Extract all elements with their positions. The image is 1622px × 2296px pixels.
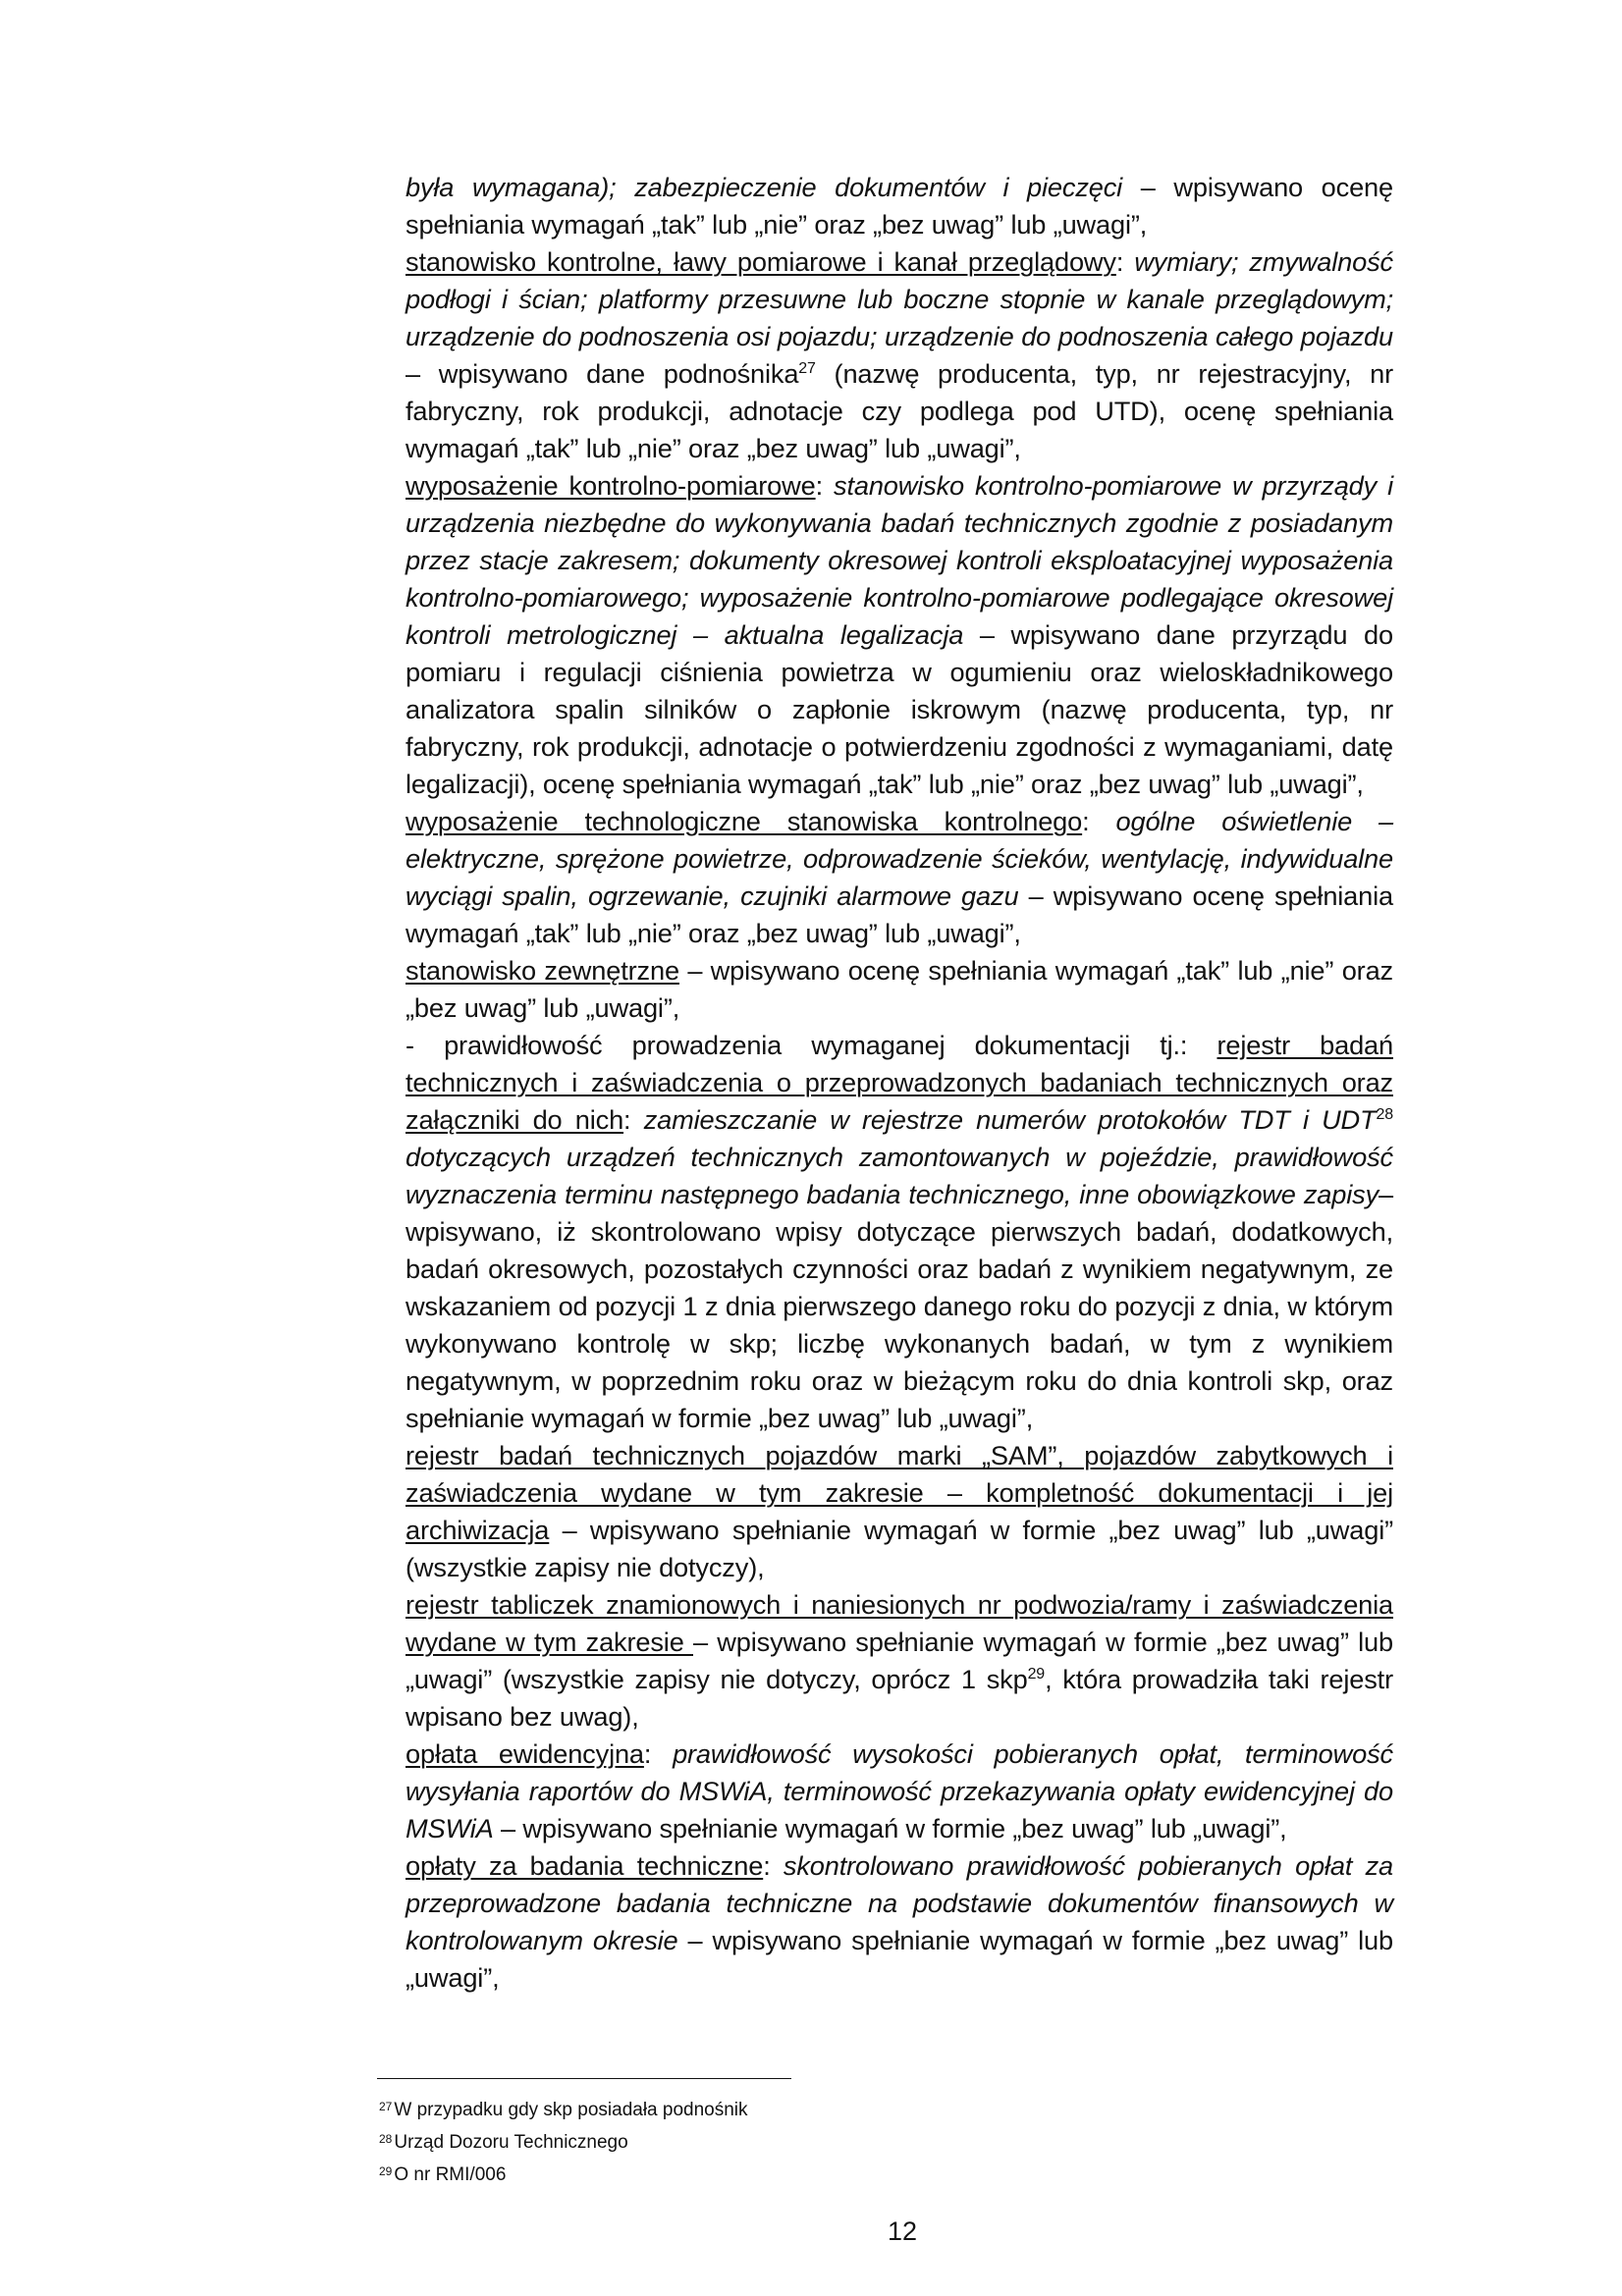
footnote-number: 28	[379, 2132, 393, 2146]
paragraph	[406, 803, 1393, 952]
footnote-number: 29	[379, 2164, 393, 2178]
italic-text: dotyczących urządzeń technicznych zamontowanych w pojeździe, prawidłowość wyznaczenia terminu następnego badania technicznego, inne obowiązkowe zapisy	[406, 1142, 1393, 1209]
body-text: (nazwę producenta, typ, nr rejestracyjny, nr fabryczny, rok produkcji, adnotacje czy podlega pod UTD), ocenę spełniania wymagań „tak” lub „nie” oraz „bez uwag” lub „uwagi”,	[406, 358, 1393, 463]
footnote-text: W przypadku gdy skp posiadała podnośnik	[394, 2100, 748, 2120]
body-text: :	[643, 1738, 674, 1769]
body-text: :	[815, 470, 835, 501]
body-text: – wpisywano ocenę spełniania wymagań „tak” lub „nie” oraz „bez uwag” lub „uwagi”,	[406, 172, 1393, 240]
section-heading: wyposażenie technologiczne stanowiska kontrolnego	[406, 806, 1083, 836]
italic-text: zamieszczanie w rejestrze numerów protokołów TDT i UDT	[643, 1104, 1377, 1135]
body-text: – wpisywano spełnianie wymagań w formie „bez uwag” lub „uwagi”,	[493, 1813, 1287, 1843]
body-text: , która prowadziła taki rejestr wpisano bez uwag),	[406, 1664, 1393, 1732]
body-text: – wpisywano ocenę spełniania wymagań „tak” lub „nie” oraz „bez uwag” lub „uwagi”,	[406, 955, 1393, 1023]
section-heading: rejestr badań technicznych pojazdów marki „SAM”, pojazdów zabytkowych i zaświadczenia wydane w tym zakresie – kompletność dokumentacji i jej archiwizacja	[406, 1440, 1393, 1545]
section-heading: stanowisko kontrolne, ławy pomiarowe i kanał przeglądowy	[406, 246, 1116, 277]
paragraph	[406, 1027, 1393, 1437]
body-text: :	[763, 1850, 784, 1881]
section-heading: stanowisko zewnętrzne	[406, 955, 679, 986]
footnote-text: O nr RMI/006	[394, 2164, 507, 2185]
body-text: – wpisywano spełnianie wymagań w formie „bez uwag” lub „uwagi” (wszystkie zapisy nie dotyczy, oprócz 1 skp	[406, 1627, 1394, 1694]
footnote	[379, 2094, 1263, 2126]
body-text: :	[1115, 246, 1135, 277]
body-text: - prawidłowość prowadzenia wymaganej dokumentacji tj.:	[406, 1030, 1217, 1060]
footnote-ref: 29	[1027, 1665, 1046, 1682]
body-text: – wpisywano ocenę spełniania wymagań „tak” lub „nie” oraz „bez uwag” lub „uwagi”,	[406, 881, 1393, 948]
body-text: – wpisywano, iż skontrolowano wpisy dotyczące pierwszych badań, dodatkowych, badań okresowych, pozostałych czynności oraz badań z wynikiem negatywnym, ze wskazaniem od pozycji 1 z dnia pierwszego danego roku do pozycji z dnia, w którym wykonywano kontrolę w skp; liczbę wykonanych badań, w tym z wynikiem negatywnym, w poprzednim roku oraz w bieżącym roku do dnia kontroli skp, oraz spełnianie wymagań w formie „bez uwag” lub „uwagi”,	[406, 1179, 1393, 1433]
body-text: – wpisywano dane podnośnika	[406, 358, 799, 389]
body-text: – wpisywano spełnianie wymagań w formie „bez uwag” lub „uwagi”,	[406, 1925, 1393, 1993]
footnote-number: 27	[379, 2100, 393, 2113]
footnote-ref: 27	[798, 359, 816, 377]
footnote	[379, 2126, 1263, 2159]
italic-text: prawidłowość wysokości pobieranych opłat, terminowość wysyłania raportów do MSWiA, terminowość przekazywania opłaty ewidencyjnej do MSWiA	[406, 1738, 1393, 1843]
body-text: :	[623, 1104, 644, 1135]
page-number: 12	[887, 2216, 918, 2246]
paragraph	[406, 169, 1393, 243]
italic-text: ogólne oświetlenie – elektryczne, sprężone powietrze, odprowadzenie ścieków, wentylację, indywidualne wyciągi spalin, ogrzewanie, czujniki alarmowe gazu	[406, 806, 1393, 911]
document-body	[406, 169, 1393, 1997]
section-heading: opłaty za badania techniczne	[406, 1850, 764, 1881]
footnote-separator	[377, 2078, 791, 2079]
section-heading: rejestr tabliczek znamionowych i naniesionych nr podwozia/ramy i zaświadczenia wydane w tym zakresie	[406, 1589, 1393, 1657]
italic-text: skontrolowano prawidłowość pobieranych opłat za przeprowadzone badania techniczne na podstawie dokumentów finansowych w kontrolowanym okresie	[406, 1850, 1393, 1955]
footnotes	[379, 2094, 1263, 2191]
body-text: – wpisywano dane przyrządu do pomiaru i regulacji ciśnienia powietrza w ogumieniu oraz wieloskładnikowego analizatora spalin silników o zapłonie iskrowym (nazwę producenta, typ, nr fabryczny, rok produkcji, adnotacje o potwierdzeniu zgodności z wymaganiami, datę legalizacji), ocenę spełniania wymagań „tak” lub „nie” oraz „bez uwag” lub „uwagi”,	[406, 619, 1393, 799]
footnote-text: Urząd Dozoru Technicznego	[394, 2132, 628, 2153]
footnote	[379, 2159, 1263, 2191]
section-heading: opłata ewidencyjna	[406, 1738, 644, 1769]
section-heading: rejestr badań technicznych i zaświadczenia o przeprowadzonych badaniach technicznych oraz załączniki do nich	[406, 1030, 1393, 1135]
paragraph	[406, 952, 1393, 1027]
footnote-ref: 28	[1376, 1105, 1393, 1123]
paragraph	[406, 1735, 1393, 1847]
italic-text: była wymagana); zabezpieczenie dokumentów i pieczęci	[406, 172, 1123, 202]
paragraph	[406, 1437, 1393, 1586]
paragraph	[406, 467, 1393, 803]
italic-text: stanowisko kontrolno-pomiarowe w przyrządy i urządzenia niezbędne do wykonywania badań technicznych zgodnie z posiadanym przez stacje zakresem; dokumenty okresowej kontroli eksploatacyjnej wyposażenia kontrolno-pomiarowego; wyposażenie kontrolno-pomiarowe podlegające okresowej kontroli metrologicznej – aktualna legalizacja	[406, 470, 1393, 650]
section-heading: wyposażenie kontrolno-pomiarowe	[406, 470, 816, 501]
paragraph	[406, 1586, 1393, 1735]
body-text: :	[1082, 806, 1116, 836]
italic-text: wymiary; zmywalność podłogi i ścian; platformy przesuwne lub boczne stopnie w kanale przeglądowym; urządzenie do podnoszenia osi pojazdu; urządzenie do podnoszenia całego pojazdu	[406, 246, 1393, 351]
paragraph	[406, 243, 1393, 467]
body-text: – wpisywano spełnianie wymagań w formie „bez uwag” lub „uwagi” (wszystkie zapisy nie dotyczy),	[406, 1515, 1393, 1582]
paragraph	[406, 1847, 1393, 1997]
